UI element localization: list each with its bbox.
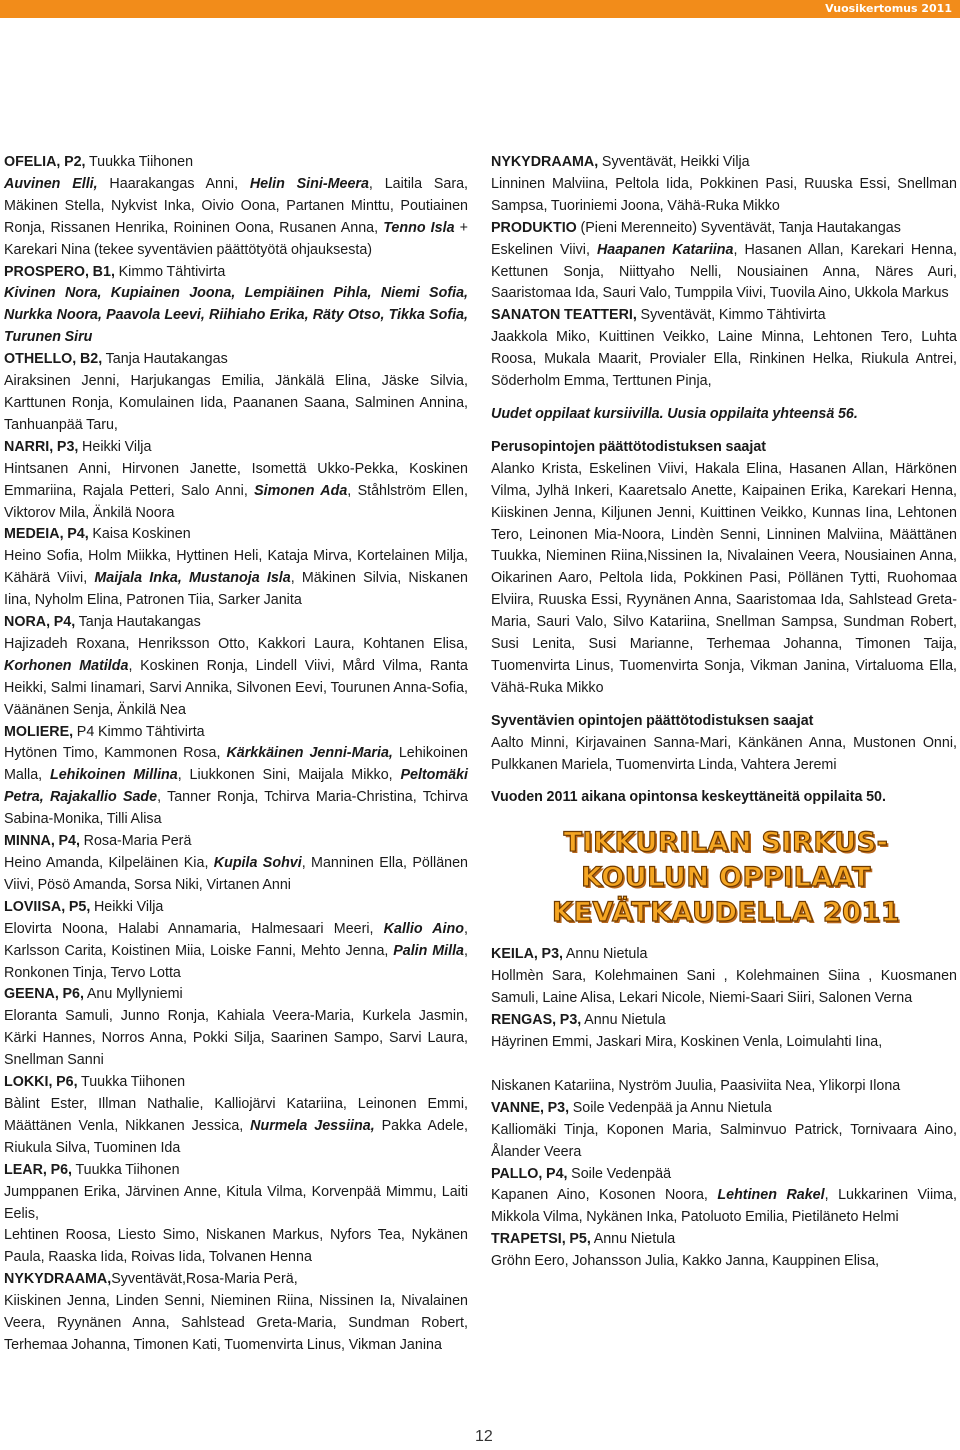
section-banner [495, 825, 957, 930]
members-moliere: Hytönen Timo, Kammonen Rosa, Kärkkäinen Jenni-Maria, Lehikoinen Malla, Lehikoinen Millina, Liukkonen Sini, Maijala Mikko, Peltomäki Petra, Rajakallio Sade, Tanner Ronja, Tchirva Maria-Christina, Tchirva Sabina-Monika, Tilli Alisa [4, 745, 468, 828]
members-pallo: Kapanen Aino, Kosonen Noora, Lehtinen Rakel, Lukkarinen Viima, Mikkola Vilma, Nykänen Inka, Patoluoto Emilia, Pietiläneto Helmi [491, 1187, 957, 1226]
new-students-note: Uudet oppilaat kursiivilla. Uusia oppilaita yhteensä 56. [491, 405, 858, 422]
group-othello: OTHELLO, B2, Tanja Hautakangas [4, 351, 228, 368]
group-nykydraama: NYKYDRAAMA,Syventävät,Rosa-Maria Perä, [4, 1271, 298, 1288]
members-trapetsi: Gröhn Eero, Johansson Julia, Kakko Janna, Kauppinen Elisa, [491, 1253, 880, 1270]
group-ofelia: OFELIA, P2, Tuukka Tiihonen [4, 154, 194, 170]
members-vanne: Kalliomäki Tinja, Koponen Maria, Salminvuo Patrick, Tornivaara Aino, Ålander Veera [491, 1121, 957, 1160]
group-nora: NORA, P4, Tanja Hautakangas [4, 614, 201, 631]
members-minna: Heino Amanda, Kilpeläinen Kia, Kupila Sohvi, Manninen Ella, Pöllänen Viivi, Pösö Amanda, Sorsa Niki, Virtanen Anni [4, 855, 468, 893]
group-produktio: PRODUKTIO (Pieni Merenneito) Syventävät, Tanja Hautakangas [491, 219, 901, 236]
syventavien-heading: Syventävien opintojen päättötodistuksen saajat [491, 712, 814, 729]
peruso-heading: Perusopintojen päättötodistuksen saajat [491, 438, 767, 455]
members-othello: Airaksinen Jenni, Harjukangas Emilia, Jänkälä Elina, Jäske Silvia, Karttunen Ronja, Komulainen Iida, Paananen Saana, Salminen Annina, Tanhuanpää Taru, [4, 373, 468, 433]
left-column [4, 152, 468, 1357]
members-medeia: Heino Sofia, Holm Miikka, Hyttinen Heli, Kataja Mirva, Kortelainen Milja, Kähärä Viivi, Maijala Inka, Mustanoja Isla, Mäkinen Silvia, Niskanen Iina, Nyholm Elina, Patronen Tiia, Sarker Janita [4, 548, 468, 609]
right-column [491, 152, 957, 1273]
group-geena: GEENA, P6, Anu Myllyniemi [4, 986, 183, 1003]
peruso-list: Alanko Krista, Eskelinen Viivi, Hakala Elina, Hasanen Allan, Härkönen Vilma, Jylhä Inkeri, Kaaretsalo Anette, Kaipainen Erika, Karekari Henna, Kiiskinen Jenna, Kiljunen Jenni, Kuittinen Veikko, Kunnas Iina, Lehtonen Tero, Leinonen Mia-Noora, Lindèn Senni, Linninen Malviina, Määttänen Tuukka, Nieminen Riina,Nissinen Ia, Nivalainen Veera, Nousiainen Anna, Oikarinen Aaro, Peltola Iida, Pokkinen Pasi, Pöllänen Tytti, Ruohomaa Elviira, Ruuska Essi, Ryynänen Anna, Saaristomaa Ida, Sahlstead Greta-Maria, Sauri Valo, Silvo Katariina, Snellman Sampsa, Sundman Robert, Susi Lenita, Susi Marianne, Terhemaa Johanna, Timonen Taija, Tuomenvirta Linus, Tuomenvirta Sonja, Vikman Janina, Virtaluoma Ella, Vähä-Ruka Mikko [491, 460, 957, 696]
group-lear: LEAR, P6, Tuukka Tiihonen [4, 1161, 180, 1178]
group-pallo: PALLO, P4, Soile Vedenpää [491, 1165, 672, 1182]
group-lokki: LOKKI, P6, Tuukka Tiihonen [4, 1074, 186, 1091]
members-keila: Hollmèn Sara, Kolehmainen Sani , Kolehmainen Siina , Kuosmanen Samuli, Laine Alisa, Lekari Nicole, Niemi-Saari Siiri, Salonen Verna [491, 968, 957, 1007]
members-nykydraama: Kiiskinen Jenna, Linden Senni, Nieminen Riina, Nissinen Ia, Nivalainen Veera, Ryynänen Anna, Sahlstead Greta-Maria, Sundman Robert, Terhemaa Johanna, Timonen Kati, Tuomenvirta Linus, Vikman Janina [4, 1293, 468, 1353]
page-number: 12 [475, 1428, 493, 1445]
group-vanne: VANNE, P3, Soile Vedenpää ja Annu Nietula [491, 1099, 772, 1116]
report-title: Vuosikertomus 2011 [825, 2, 952, 15]
group-title: OFELIA, P2, [4, 154, 86, 170]
group-keila: KEILA, P3, Annu Nietula [491, 946, 648, 963]
syventavien-list: Aalto Minni, Kirjavainen Sanna-Mari, Känkänen Anna, Mustonen Onni, Pulkkanen Mariela, Tuomenvirta Linda, Vahtera Jeremi [491, 734, 957, 773]
members-prospero: Kivinen Nora, Kupiainen Joona, Lempiäinen Pihla, Niemi Sofia, Nurkka Noora, Paavola Leevi, Riihiaho Erika, Räty Otso, Tikka Sofia, Turunen Siru [4, 285, 468, 346]
group-nykydraama-2: NYKYDRAAMA, Syventävät, Heikki Vilja [491, 154, 750, 170]
group-minna: MINNA, P4, Rosa-Maria Perä [4, 833, 192, 850]
group-trapetsi: TRAPETSI, P5, Annu Nietula [491, 1231, 676, 1248]
members-rengas: Häyrinen Emmi, Jaskari Mira, Koskinen Venla, Loimulahti Iina, [491, 1034, 883, 1050]
group-sanaton: SANATON TEATTERI, Syventävät, Kimmo Tähtivirta [491, 307, 826, 324]
members-loviisa: Elovirta Noona, Halabi Annamaria, Halmesaari Meeri, Kallio Aino, Karlsson Carita, Koistinen Miia, Loiske Fanni, Mehto Jenna, Palin Milla, Ronkonen Tinja, Tervo Lotta [4, 920, 468, 981]
members-lear-2: Lehtinen Roosa, Liesto Simo, Niskanen Markus, Nyfors Tea, Nykänen Paula, Raaska Iida, Roivas Iida, Tolvanen Henna [4, 1227, 468, 1266]
group-loviisa: LOVIISA, P5, Heikki Vilja [4, 898, 164, 915]
group-moliere: MOLIERE, P4 Kimmo Tähtivirta [4, 723, 205, 740]
members-rengas-2: Niskanen Katariina, Nyström Juulia, Paasiviita Nea, Ylikorpi Ilona [491, 1077, 901, 1094]
members-nora: Hajizadeh Roxana, Henriksson Otto, Kakkori Laura, Kohtanen Elisa, Korhonen Matilda, Koskinen Ronja, Lindell Viivi, Mård Vilma, Ranta Heikki, Salmi Iinamari, Sarvi Annika, Silvonen Eevi, Tourunen Anna-Sofia, Väänänen Senja, Änkilä Nea [4, 635, 468, 718]
group-rengas: RENGAS, P3, Annu Nietula [491, 1012, 666, 1029]
header-bar [0, 0, 960, 18]
members-produktio: Eskelinen Viivi, Haapanen Katariina, Hasanen Allan, Karekari Henna, Kettunen Sonja, Niittyaho Nelli, Nousiainen Anna, Näres Auri, Saaristomaa Ida, Sauri Valo, Tumppila Viivi, Tuovila Aino, Ukkola Markus [491, 241, 958, 302]
group-prospero: PROSPERO, B1, Kimmo Tähtivirta [4, 263, 226, 280]
members-nykydraama-2: Linninen Malviina, Peltola Iida, Pokkinen Pasi, Ruuska Essi, Snellman Sampsa, Tuoriniemi Joona, Vähä-Ruka Mikko [491, 175, 957, 214]
group-narri: NARRI, P3, Heikki Vilja [4, 438, 152, 455]
members-sanaton: Jaakkola Miko, Kuittinen Veikko, Laine Minna, Lehtonen Tero, Luhta Roosa, Mukala Maarit, Provialer Ella, Rinkinen Helka, Riukula Antrei, Söderholm Emma, Terttunen Pinja, [491, 329, 957, 390]
members-lokki: Bàlint Ester, Illman Nathalie, Kalliojärvi Katariina, Leinonen Emmi, Määttänen Venla, Nikkanen Jessica, Nurmela Jessiina, Pakka Adele, Riukula Silva, Tuominen Ida [4, 1095, 468, 1156]
members-geena: Eloranta Samuli, Junno Ronja, Kahiala Veera-Maria, Kurkela Jasmin, Kärki Hannes, Norros Anna, Pokki Silja, Saarinen Sampo, Sarvi Laura, Snellman Sanni [4, 1008, 468, 1069]
dropouts-note: Vuoden 2011 aikana opintonsa keskeyttäneitä oppilaita 50. [491, 789, 886, 806]
members-narri: Hintsanen Anni, Hirvonen Janette, Isomettä Ukko-Pekka, Koskinen Emmariina, Rajala Petteri, Salo Anni, Simonen Ada, Ståhlström Ellen, Viktorov Mila, Änkilä Noora [4, 460, 468, 521]
banner-line-3: KEVÄTKAUDELLA 2011 [552, 897, 900, 929]
banner-line-2: KOULUN OPPILAAT [581, 862, 871, 894]
banner-line-1: TIKKURILAN SIRKUS- [563, 827, 889, 859]
group-medeia: MEDEIA, P4, Kaisa Koskinen [4, 526, 191, 543]
members-lear: Jumppanen Erika, Järvinen Anne, Kitula Vilma, Korvenpää Mimmu, Laiti Eelis, [4, 1183, 468, 1222]
members-ofelia: Auvinen Elli, Haarakangas Anni, Helin Sini-Meera, Laitila Sara, Mäkinen Stella, Nykvist Inka, Oivio Oona, Partanen Minttu, Poutiainen Ronja, Rissanen Henrika, Roininen Oona, Rusanen Anna, Tenno Isla + Karekari Nina (tekee syventävien päättötyötä ohjauksesta) [4, 175, 469, 258]
